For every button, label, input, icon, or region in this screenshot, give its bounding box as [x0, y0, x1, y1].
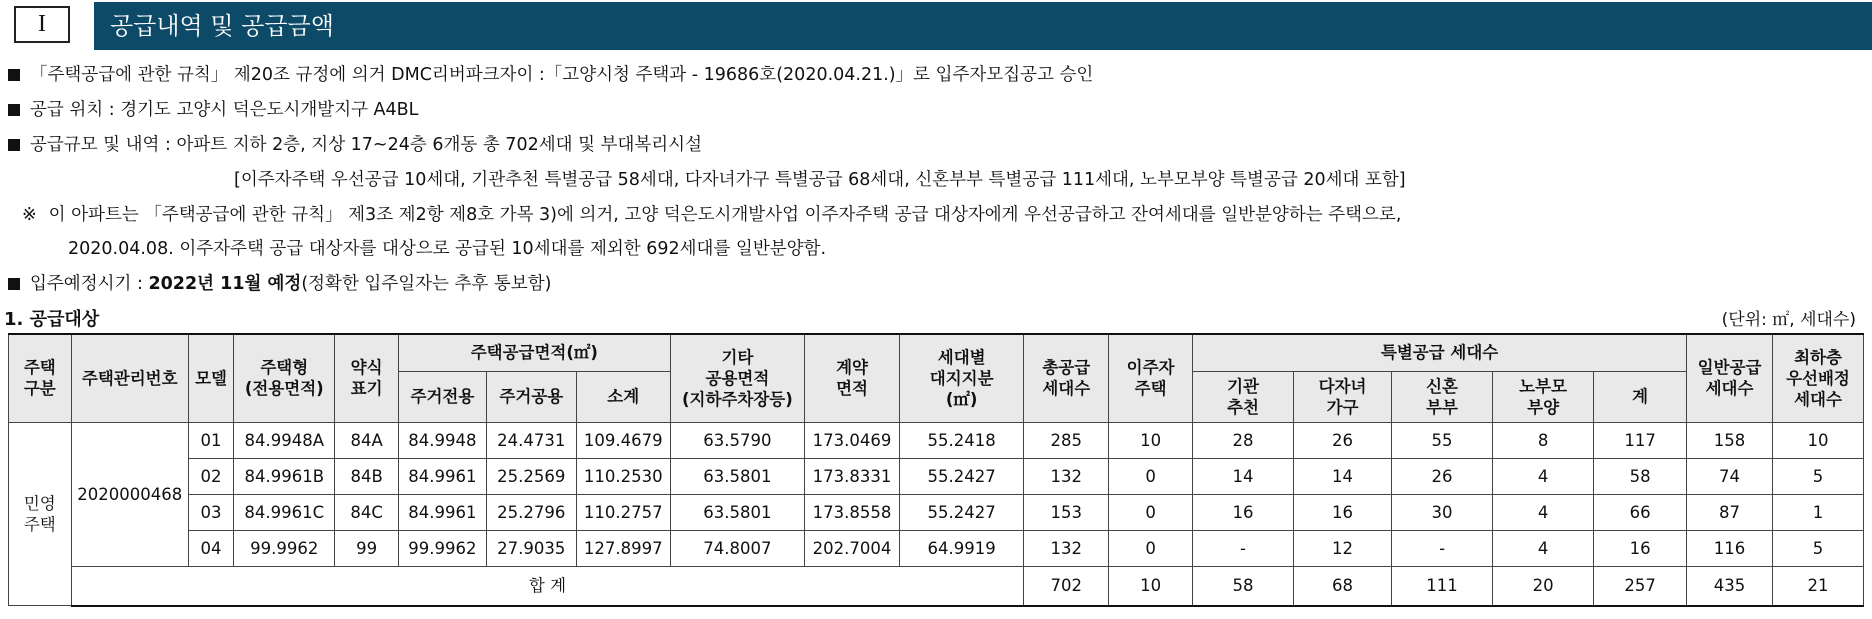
cell-lowest-floor: 10 — [1772, 422, 1863, 458]
cell-special-sum: 16 — [1594, 530, 1687, 566]
notice-scale: 공급규모 및 내역 : 아파트 지하 2층, 지상 17~24층 6개동 총 702세대 및 부대복리시설 — [0, 133, 702, 157]
section-number: I — [14, 6, 70, 43]
cell-land-share: 55.2418 — [900, 422, 1024, 458]
cell-newlywed: - — [1392, 530, 1493, 566]
total-lowest-floor: 21 — [1772, 566, 1863, 606]
notice-approval: 「주택공급에 관한 규칙」 제20조 규정에 의거 DMC리버파크자이 :「고양시청 주택과 - 19686호(2020.04.21.)」로 입주자모집공고 승인 — [0, 63, 1093, 87]
header-subtotal: 소계 — [576, 371, 670, 422]
total-special-sum: 257 — [1594, 566, 1687, 606]
cell-other-common: 63.5801 — [670, 458, 804, 494]
supply-table — [8, 333, 1864, 607]
header-housing-type: 주택 구분 — [9, 334, 72, 422]
cell-multi-child: 26 — [1294, 422, 1392, 458]
table-row — [9, 494, 1864, 530]
table-row — [9, 458, 1864, 494]
cell-land-share: 55.2427 — [900, 494, 1024, 530]
cell-elder-support: 4 — [1493, 458, 1594, 494]
subsection-title: 1. 공급대상 — [4, 309, 100, 330]
cell-abbr: 99 — [335, 530, 399, 566]
cell-contract-area: 173.8558 — [805, 494, 900, 530]
cell-exclusive: 84.9961 — [398, 458, 486, 494]
cell-total-supply: 132 — [1024, 530, 1109, 566]
cell-elder-support: 8 — [1493, 422, 1594, 458]
header-model: 모델 — [188, 334, 233, 422]
header-elder-support: 노부모 부양 — [1493, 371, 1594, 422]
cell-relocation: 0 — [1109, 494, 1193, 530]
total-elder-support: 20 — [1493, 566, 1594, 606]
cell-other-common: 63.5801 — [670, 494, 804, 530]
header-mgmt-no: 주택관리번호 — [71, 334, 188, 422]
cell-other-common: 74.8007 — [670, 530, 804, 566]
header-newlywed: 신혼 부부 — [1392, 371, 1493, 422]
unit-label: (단위: ㎡, 세대수) — [1721, 310, 1856, 330]
cell-subtotal: 127.8997 — [576, 530, 670, 566]
cell-institution: 16 — [1193, 494, 1294, 530]
total-label: 합 계 — [71, 566, 1024, 606]
notice-reference: ※ 이 아파트는 「주택공급에 관한 규칙」 제3조 제2항 제8호 가목 3)에 의거, 고양 덕은도시개발사업 이주자주택 공급 대상자에게 우선공급하고 잔여세대를 일반분양하는 주택으로, — [22, 205, 1402, 225]
cell-abbr: 84C — [335, 494, 399, 530]
header-house-type: 주택형 (전용면적) — [234, 334, 335, 422]
total-supply: 702 — [1024, 566, 1109, 606]
cell-institution: - — [1193, 530, 1294, 566]
cell-newlywed: 26 — [1392, 458, 1493, 494]
header-special-sum: 계 — [1594, 371, 1687, 422]
total-institution: 58 — [1193, 566, 1294, 606]
cell-land-share: 64.9919 — [900, 530, 1024, 566]
cell-special-sum: 66 — [1594, 494, 1687, 530]
header-relocation: 이주자 주택 — [1109, 334, 1193, 422]
bullet-square-icon — [8, 69, 20, 81]
cell-common: 27.9035 — [486, 530, 576, 566]
cell-multi-child: 14 — [1294, 458, 1392, 494]
total-multi-child: 68 — [1294, 566, 1392, 606]
section-header — [0, 0, 1872, 50]
cell-abbr: 84A — [335, 422, 399, 458]
table-row — [9, 422, 1864, 458]
cell-subtotal: 110.2757 — [576, 494, 670, 530]
table-total-row — [9, 566, 1864, 606]
cell-house-type: 84.9948A — [234, 422, 335, 458]
cell-relocation: 0 — [1109, 458, 1193, 494]
cell-institution: 14 — [1193, 458, 1294, 494]
cell-general-supply: 87 — [1687, 494, 1773, 530]
header-institution: 기관 추천 — [1193, 371, 1294, 422]
cell-general-supply: 158 — [1687, 422, 1773, 458]
bullet-square-icon — [8, 278, 20, 290]
cell-relocation: 0 — [1109, 530, 1193, 566]
header-lowest-floor: 최하층 우선배정 세대수 — [1772, 334, 1863, 422]
cell-common: 24.4731 — [486, 422, 576, 458]
cell-subtotal: 110.2530 — [576, 458, 670, 494]
cell-elder-support: 4 — [1493, 530, 1594, 566]
cell-contract-area: 173.0469 — [805, 422, 900, 458]
total-newlywed: 111 — [1392, 566, 1493, 606]
cell-house-type: 99.9962 — [234, 530, 335, 566]
notice-reference-cont: 2020.04.08. 이주자주택 공급 대상자를 대상으로 공급된 10세대를 제외한 692세대를 일반분양함. — [68, 239, 827, 259]
cell-general-supply: 116 — [1687, 530, 1773, 566]
header-multi-child: 다자녀 가구 — [1294, 371, 1392, 422]
cell-common: 25.2796 — [486, 494, 576, 530]
cell-multi-child: 12 — [1294, 530, 1392, 566]
cell-elder-support: 4 — [1493, 494, 1594, 530]
cell-model: 01 — [188, 422, 233, 458]
cell-total-supply: 153 — [1024, 494, 1109, 530]
cell-exclusive: 84.9948 — [398, 422, 486, 458]
cell-model: 04 — [188, 530, 233, 566]
move-in-date: 2022년 11월 예정 — [148, 274, 302, 294]
bullet-square-icon — [8, 139, 20, 151]
bullet-square-icon — [8, 104, 20, 116]
cell-contract-area: 173.8331 — [805, 458, 900, 494]
cell-abbr: 84B — [335, 458, 399, 494]
cell-newlywed: 55 — [1392, 422, 1493, 458]
notice-location: 공급 위치 : 경기도 고양시 덕은도시개발지구 A4BL — [0, 98, 418, 122]
cell-house-type: 84.9961B — [234, 458, 335, 494]
header-supply-area: 주택공급면적(㎡) — [398, 334, 670, 371]
header-exclusive: 주거전용 — [398, 371, 486, 422]
header-other-common: 기타 공용면적 (지하주차장등) — [670, 334, 804, 422]
cell-special-sum: 58 — [1594, 458, 1687, 494]
cell-contract-area: 202.7004 — [805, 530, 900, 566]
cell-total-supply: 285 — [1024, 422, 1109, 458]
cell-lowest-floor: 5 — [1772, 458, 1863, 494]
reference-mark: ※ — [22, 205, 37, 225]
header-common: 주거공용 — [486, 371, 576, 422]
total-general-supply: 435 — [1687, 566, 1773, 606]
cell-lowest-floor: 1 — [1772, 494, 1863, 530]
cell-lowest-floor: 5 — [1772, 530, 1863, 566]
cell-general-supply: 74 — [1687, 458, 1773, 494]
cell-exclusive: 99.9962 — [398, 530, 486, 566]
cell-common: 25.2569 — [486, 458, 576, 494]
housing-type-cell: 민영 주택 — [9, 422, 72, 606]
total-relocation: 10 — [1109, 566, 1193, 606]
cell-exclusive: 84.9961 — [398, 494, 486, 530]
cell-newlywed: 30 — [1392, 494, 1493, 530]
notice-move-in: 입주예정시기 : 2022년 11월 예정(정확한 입주일자는 추후 통보함) — [0, 272, 551, 296]
cell-total-supply: 132 — [1024, 458, 1109, 494]
header-land-share: 세대별 대지지분 (㎡) — [900, 334, 1024, 422]
cell-special-sum: 117 — [1594, 422, 1687, 458]
cell-subtotal: 109.4679 — [576, 422, 670, 458]
cell-other-common: 63.5790 — [670, 422, 804, 458]
cell-multi-child: 16 — [1294, 494, 1392, 530]
section-title: 공급내역 및 공급금액 — [94, 2, 1872, 50]
cell-land-share: 55.2427 — [900, 458, 1024, 494]
header-general-supply: 일반공급 세대수 — [1687, 334, 1773, 422]
cell-model: 03 — [188, 494, 233, 530]
cell-institution: 28 — [1193, 422, 1294, 458]
cell-relocation: 10 — [1109, 422, 1193, 458]
header-total-supply: 총공급 세대수 — [1024, 334, 1109, 422]
header-special-supply: 특별공급 세대수 — [1193, 334, 1687, 371]
notice-scale-detail: [이주자주택 우선공급 10세대, 기관추천 특별공급 58세대, 다자녀가구 특별공급 68세대, 신혼부부 특별공급 111세대, 노부모부양 특별공급 20세대 포함] — [234, 170, 1406, 190]
mgmt-no-cell: 2020000468 — [71, 422, 188, 566]
table-row — [9, 530, 1864, 566]
cell-model: 02 — [188, 458, 233, 494]
header-contract-area: 계약 면적 — [805, 334, 900, 422]
cell-house-type: 84.9961C — [234, 494, 335, 530]
header-abbr: 약식 표기 — [335, 334, 399, 422]
